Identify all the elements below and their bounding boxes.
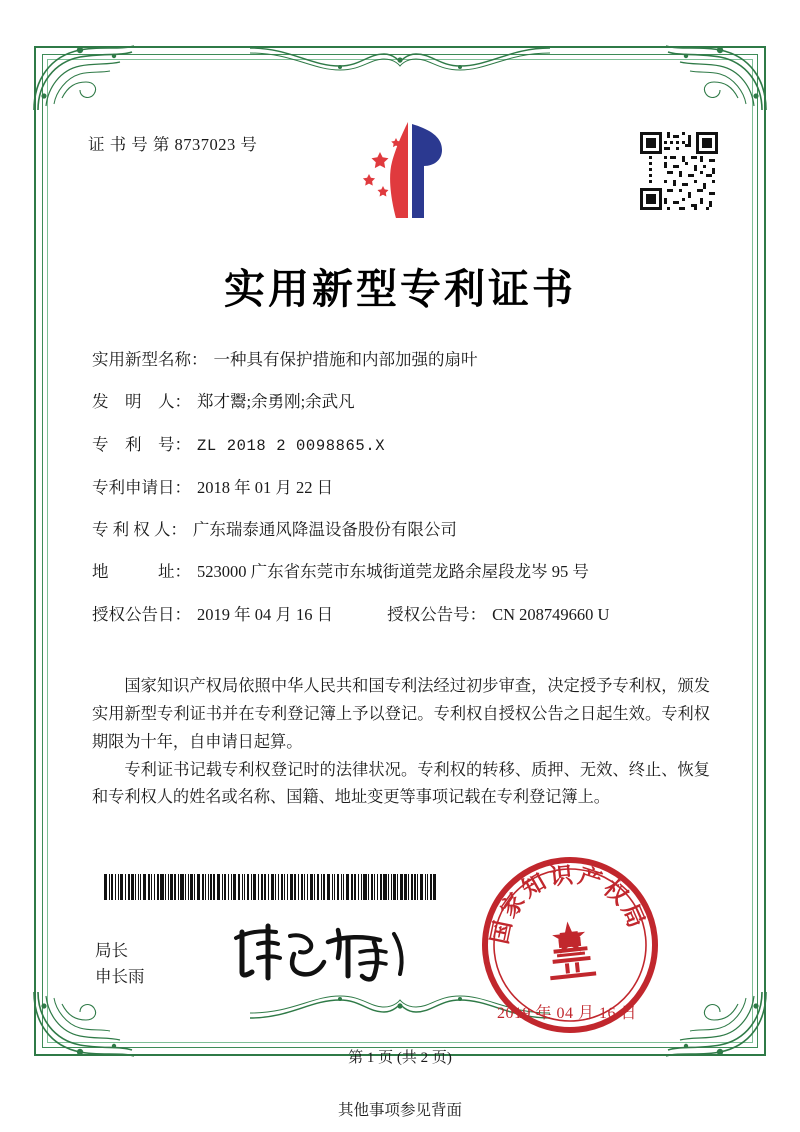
barcode-bar <box>380 874 382 900</box>
director-name-label: 申长雨 <box>95 966 145 986</box>
barcode-bar <box>404 874 406 900</box>
barcode-bar <box>433 874 435 900</box>
barcode-bar <box>417 874 418 900</box>
barcode-bar <box>307 874 308 900</box>
signature-block <box>95 938 145 989</box>
barcode-bar <box>377 874 378 900</box>
barcode-bar <box>222 874 223 900</box>
barcode-bar <box>197 874 200 900</box>
footer-note: 其他事项参见背面 <box>337 1102 462 1119</box>
barcode-bar <box>321 874 322 900</box>
barcode-bar <box>290 874 293 900</box>
field-address <box>92 562 722 582</box>
field-label: 发 明 人： <box>92 392 191 412</box>
barcode-bar <box>208 874 209 900</box>
barcode-bar <box>228 874 229 900</box>
barcode-bar <box>104 874 107 900</box>
barcode-bar <box>205 874 206 900</box>
barcode-bar <box>247 874 249 900</box>
barcode-bar <box>111 874 113 900</box>
barcode-bar <box>168 874 169 900</box>
barcode-bar <box>157 874 159 900</box>
barcode-bar <box>115 874 116 900</box>
barcode-bar <box>341 874 342 900</box>
barcode-bar <box>128 874 130 900</box>
field-label: 专 利 权 人： <box>92 519 187 539</box>
field-value: 广东瑞泰通风降温设备股份有限公司 <box>192 519 457 539</box>
grant-number-value: CN 208749660 U <box>492 604 610 624</box>
barcode-bar <box>210 874 211 900</box>
grant-number-label: 授权公告号： <box>387 604 487 624</box>
barcode-bar <box>271 874 274 900</box>
barcode-bar <box>361 874 362 900</box>
barcode-bar <box>120 874 123 900</box>
barcode-bar <box>317 874 319 900</box>
top-edge-ornament-icon <box>250 40 550 74</box>
director-title-label: 局长 <box>95 941 128 960</box>
barcode-bar <box>231 874 232 900</box>
barcode-bar <box>165 874 166 900</box>
barcode-bar <box>343 874 344 900</box>
handwritten-signature-icon <box>228 918 418 988</box>
barcode-bar <box>323 874 325 900</box>
field-value: ZL 2018 2 0098865.X <box>197 436 386 455</box>
barcode-bar <box>151 874 152 900</box>
field-grant-announcement <box>92 605 722 625</box>
barcode-bar <box>185 874 186 900</box>
field-label: 专 利 号： <box>92 434 191 454</box>
barcode-bar <box>268 874 269 900</box>
barcode-bar <box>202 874 204 900</box>
field-value: 2018 年 01 月 22 日 <box>197 477 334 497</box>
barcode-bar <box>251 874 252 900</box>
barcode-bar <box>188 874 189 900</box>
page-title: 实用新型专利证书 <box>224 265 576 313</box>
barcode-bar <box>310 874 313 900</box>
barcode-bar <box>143 874 146 900</box>
field-patent-number <box>92 435 722 456</box>
barcode-bar <box>332 874 333 900</box>
barcode-bar <box>138 874 139 900</box>
barcode-bar <box>135 874 136 900</box>
barcode-bar <box>363 874 366 900</box>
barcode-bar <box>217 874 220 900</box>
certificate-number: 证 书 号 第 8737023 号 <box>88 135 258 154</box>
barcode-bar <box>264 874 266 900</box>
barcode-bar <box>154 874 155 900</box>
seal-text: 国家知识产权局 <box>487 862 651 947</box>
barcode-bar <box>160 874 163 900</box>
barcode-bar <box>125 874 126 900</box>
barcode <box>104 874 437 900</box>
barcode-bar <box>242 874 243 900</box>
barcode-bar <box>411 874 413 900</box>
barcode-bar <box>244 874 245 900</box>
barcode-bar <box>400 874 403 900</box>
barcode-bar <box>298 874 299 900</box>
barcode-bar <box>388 874 389 900</box>
barcode-bar <box>131 874 133 900</box>
barcode-bar <box>393 874 395 900</box>
field-label: 实用新型名称： <box>92 350 208 369</box>
barcode-bar <box>109 874 110 900</box>
body-text <box>92 673 710 812</box>
field-value: 郑才鬻;余勇刚;余武凡 <box>197 392 355 412</box>
barcode-bar <box>258 874 259 900</box>
barcode-bar <box>253 874 256 900</box>
barcode-bar <box>368 874 369 900</box>
field-list <box>92 350 722 647</box>
barcode-bar <box>371 874 373 900</box>
barcode-bar <box>346 874 349 900</box>
barcode-bar <box>140 874 141 900</box>
field-patentee <box>92 520 722 540</box>
corner-ornament-icon <box>660 40 772 114</box>
grant-date-label: 授权公告日： <box>92 604 191 624</box>
qr-code <box>638 130 720 212</box>
barcode-bar <box>337 874 339 900</box>
barcode-bar <box>287 874 288 900</box>
page-number: 第 1 页 (共 2 页) <box>348 1050 452 1066</box>
barcode-bar <box>427 874 428 900</box>
barcode-bar <box>190 874 192 900</box>
barcode-bar <box>281 874 283 900</box>
barcode-bar <box>304 874 305 900</box>
barcode-bar <box>180 874 183 900</box>
barcode-bar <box>314 874 315 900</box>
barcode-bar <box>213 874 215 900</box>
barcode-bar <box>414 874 415 900</box>
barcode-bar <box>233 874 236 900</box>
barcode-bar <box>383 874 386 900</box>
barcode-bar <box>178 874 179 900</box>
barcode-bar <box>194 874 195 900</box>
barcode-bar <box>374 874 375 900</box>
barcode-bar <box>261 874 263 900</box>
barcode-bar <box>174 874 176 900</box>
barcode-bar <box>354 874 356 900</box>
body-paragraph-2: 专利证书记载专利权登记时的法律状况。专利权的转移、质押、无效、终止、恢复和专利权人的姓名或名称、国籍、地址变更等事项记载在专利登记簿上。 <box>92 760 710 807</box>
field-inventors <box>92 392 722 412</box>
field-label: 专利申请日： <box>92 477 191 497</box>
barcode-bar <box>224 874 226 900</box>
barcode-bar <box>284 874 285 900</box>
barcode-bar <box>397 874 398 900</box>
barcode-bar <box>278 874 279 900</box>
corner-ornament-icon <box>28 40 140 114</box>
grant-date-value: 2019 年 04 月 16 日 <box>197 604 334 624</box>
barcode-bar <box>301 874 303 900</box>
barcode-bar <box>148 874 150 900</box>
barcode-bar <box>391 874 392 900</box>
barcode-bar <box>238 874 240 900</box>
barcode-bar <box>420 874 423 900</box>
field-value: 523000 广东省东莞市东城街道莞龙路余屋段龙岑 95 号 <box>197 562 589 582</box>
barcode-bar <box>425 874 426 900</box>
barcode-bar <box>430 874 432 900</box>
barcode-bar <box>170 874 172 900</box>
barcode-bar <box>358 874 359 900</box>
field-utility-model-name <box>92 350 722 370</box>
seal-date: 2019 年 04 月 16 日 <box>497 1005 638 1022</box>
barcode-bar <box>118 874 119 900</box>
barcode-bar <box>294 874 296 900</box>
barcode-bar <box>275 874 276 900</box>
body-paragraph-1: 国家知识产权局依照中华人民共和国专利法经过初步审查，决定授予专利权，颁发实用新型专利证书并在专利登记簿上予以登记。专利权自授权公告之日起生效。专利权期限为十年，自申请日起算。 <box>92 677 710 751</box>
field-application-date <box>92 478 722 498</box>
barcode-bar <box>327 874 330 900</box>
barcode-bar <box>351 874 353 900</box>
barcode-bar <box>408 874 409 900</box>
barcode-bar <box>334 874 335 900</box>
cnipa-logo-icon <box>352 118 472 228</box>
field-value: 一种具有保护措施和内部加强的扇叶 <box>213 350 478 369</box>
field-label: 地 址： <box>92 562 191 582</box>
